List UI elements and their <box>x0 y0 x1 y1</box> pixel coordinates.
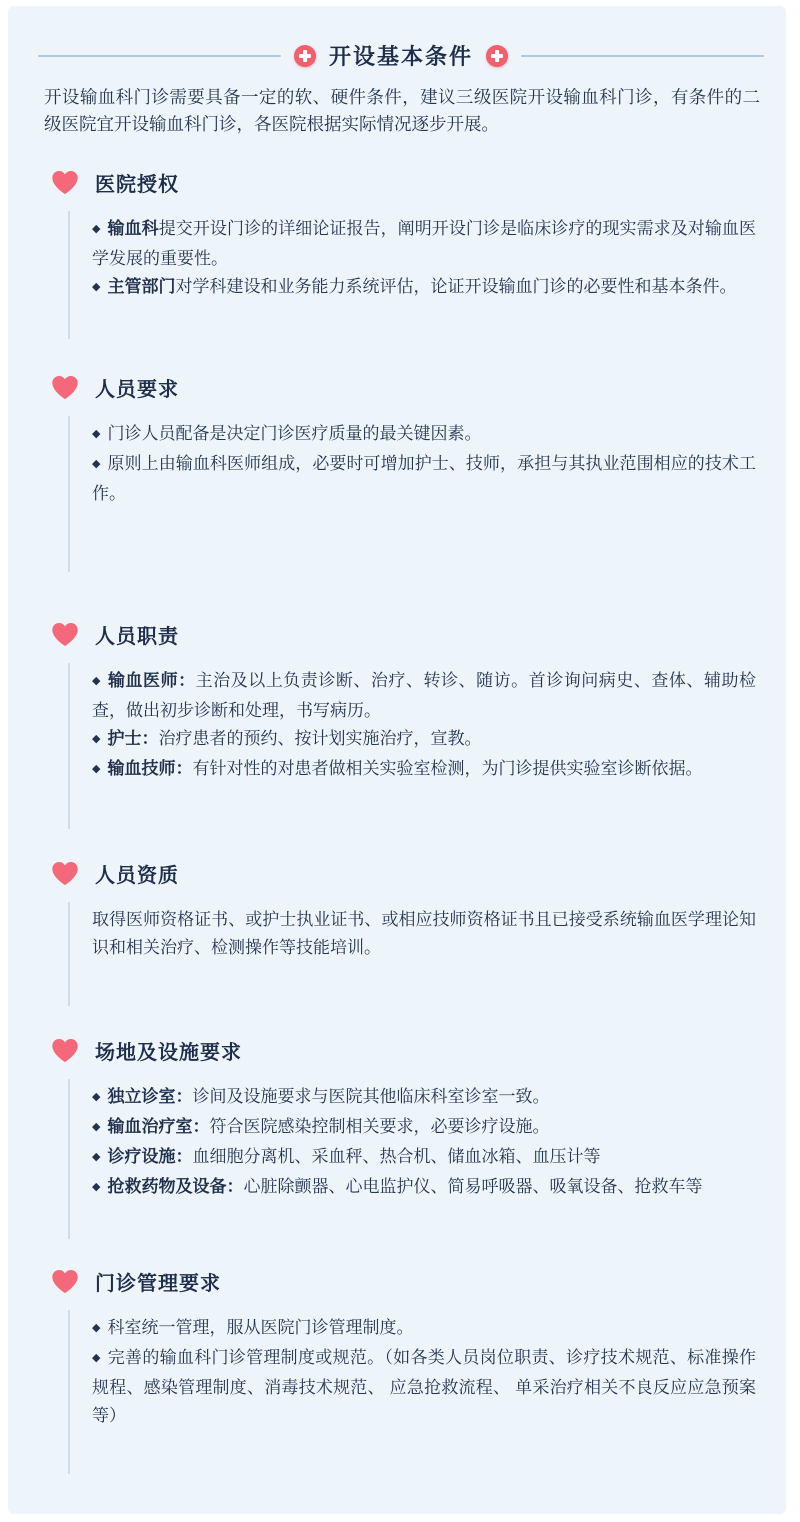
bullet-text: 诊间及设施要求与医院其他临床科室诊室一致。 <box>192 1087 550 1106</box>
plus-icon <box>294 45 316 67</box>
bullet-label: 抢救药物及设备： <box>107 1177 244 1196</box>
bullet-item <box>92 667 756 725</box>
heart-icon <box>52 1039 78 1062</box>
section-content <box>68 663 764 829</box>
bullet-text: 科室统一管理，服从医院门诊管理制度。 <box>107 1318 414 1337</box>
heart-icon <box>52 1270 78 1293</box>
page-header <box>38 40 764 71</box>
bullet-item <box>92 1143 756 1173</box>
section-paragraph: 取得医师资格证书、或护士执业证书、或相应技师资格证书且已接受系统输血医学理论知识和相关治疗、检测操作等技能培训。 <box>92 910 756 957</box>
section-header <box>52 1267 764 1296</box>
bullet-text: 完善的输血科门诊管理制度或规范。（如各类人员岗位职责、诊疗技术规范、标准操作规程、感染管理制度、消毒技术规范、 应急抢救流程、 单采治疗相关不良反应应急预案等） <box>92 1348 756 1425</box>
section-personnel-requirements <box>38 373 764 572</box>
diamond-bullet-icon: ◆ <box>92 281 101 293</box>
bullet-item <box>92 1314 756 1344</box>
page-title: 开设基本条件 <box>329 44 474 69</box>
bullet-item <box>92 1113 756 1143</box>
bullet-label: 独立诊室： <box>107 1087 193 1106</box>
section-heading: 医院授权 <box>95 174 179 196</box>
section-content <box>68 416 764 572</box>
title-rule-right <box>521 55 764 57</box>
bullet-label: 诊疗设施： <box>107 1147 193 1166</box>
plus-icon <box>486 45 508 67</box>
bullet-item <box>92 725 756 755</box>
heart-icon <box>52 171 78 194</box>
section-personnel-qualifications <box>38 859 764 1006</box>
diamond-bullet-icon: ◆ <box>92 1352 101 1364</box>
bullet-text: 治疗患者的预约、按计划实施治疗，宣教。 <box>158 729 482 748</box>
section-heading: 人员资质 <box>95 865 179 887</box>
diamond-bullet-icon: ◆ <box>92 1121 101 1133</box>
section-content <box>68 1079 764 1239</box>
section-heading: 人员要求 <box>95 379 179 401</box>
heart-icon <box>52 376 78 399</box>
heart-icon <box>52 862 78 885</box>
diamond-bullet-icon: ◆ <box>92 1322 101 1334</box>
section-header <box>52 620 764 649</box>
diamond-bullet-icon: ◆ <box>92 1091 101 1103</box>
section-hospital-authorization <box>38 168 764 339</box>
bullet-text: 门诊人员配备是决定门诊医疗质量的最关键因素。 <box>107 424 482 443</box>
bullet-text: 原则上由输血科医师组成，必要时可增加护士、技师，承担与其执业范围相应的技术工作。 <box>92 454 756 503</box>
diamond-bullet-icon: ◆ <box>92 223 101 235</box>
bullet-label: 输血治疗室： <box>107 1117 210 1136</box>
diamond-bullet-icon: ◆ <box>92 733 101 745</box>
section-header <box>52 168 764 197</box>
bullet-text: 主治及以上负责诊断、治疗、转诊、随访。首诊询问病史、查体、辅助检查，做出初步诊断和处理，书写病历。 <box>92 671 757 720</box>
heart-icon <box>52 623 78 646</box>
bullet-text: 对学科建设和业务能力系统评估，论证开设输血门诊的必要性和基本条件。 <box>175 277 737 296</box>
section-content <box>68 902 764 1006</box>
intro-paragraph: 开设输血科门诊需要具备一定的软、硬件条件，建议三级医院开设输血科门诊，有条件的二级医院宜开设输血科门诊，各医院根据实际情况逐步开展。 <box>44 87 760 134</box>
section-heading: 人员职责 <box>95 626 179 648</box>
bullet-label: 输血医师： <box>108 671 196 690</box>
section-content <box>68 1310 764 1474</box>
bullet-item <box>92 1083 756 1113</box>
bullet-text: 符合医院感染控制相关要求，必要诊疗设施。 <box>209 1117 550 1136</box>
title-rule-left <box>38 55 281 57</box>
diamond-bullet-icon: ◆ <box>92 1151 101 1163</box>
bullet-item <box>92 1173 756 1203</box>
bullet-text: 有针对性的对患者做相关实验室检测，为门诊提供实验室诊断依据。 <box>192 759 703 778</box>
bullet-item <box>92 1344 756 1430</box>
bullet-item <box>92 215 756 273</box>
section-site-facility-requirements <box>38 1036 764 1239</box>
bullet-text: 提交开设门诊的详细论证报告，阐明开设门诊是临床诊疗的现实需求及对输血医学发展的重要性。 <box>92 219 756 268</box>
diamond-bullet-icon: ◆ <box>92 763 101 775</box>
bullet-label: 输血科 <box>107 219 159 238</box>
bullet-label: 护士： <box>107 729 159 748</box>
diamond-bullet-icon: ◆ <box>92 428 101 440</box>
section-header <box>52 859 764 888</box>
section-content <box>68 211 764 339</box>
bullet-item <box>92 273 756 303</box>
bullet-item <box>92 450 756 508</box>
content-card <box>8 6 786 1514</box>
section-personnel-duties <box>38 620 764 829</box>
diamond-bullet-icon: ◆ <box>92 1181 101 1193</box>
section-header <box>52 1036 764 1065</box>
bullet-text: 血细胞分离机、采血秤、热合机、储血冰箱、血压计等 <box>192 1147 601 1166</box>
bullet-item <box>92 420 756 450</box>
diamond-bullet-icon: ◆ <box>92 458 101 470</box>
section-clinic-management-requirements <box>38 1267 764 1474</box>
diamond-bullet-icon: ◆ <box>92 675 101 687</box>
bullet-text: 心脏除颤器、心电监护仪、简易呼吸器、吸氧设备、抢救车等 <box>243 1177 703 1196</box>
bullet-label: 输血技师： <box>107 759 193 778</box>
section-heading: 场地及设施要求 <box>95 1042 242 1064</box>
bullet-label: 主管部门 <box>107 277 176 296</box>
section-heading: 门诊管理要求 <box>95 1273 221 1295</box>
bullet-item <box>92 755 756 785</box>
section-header <box>52 373 764 402</box>
